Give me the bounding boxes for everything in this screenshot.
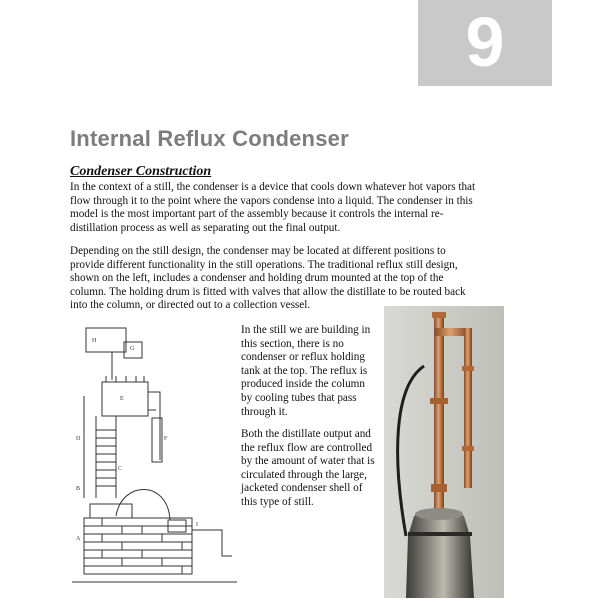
diagram-label: E	[120, 396, 124, 402]
diagram-label: H	[92, 338, 97, 344]
diagram-label: A	[76, 536, 81, 542]
side-text-no-condenser: In the still we are building in this section, there is no condenser or reflux holding tank at the top. The reflux is produced inside the column by cooling tubes that pass through it.	[241, 324, 371, 418]
still-photo	[384, 306, 504, 598]
diagram-label: B	[76, 486, 81, 492]
paragraph-condenser-definition: In the context of a still, the condenser is a device that cools down whatever hot vapors that flow through it to the point where the vapors condense into a liquid. The condenser in this model is the most important part of the assembly because it controls the internal re-distillation process as well as separating out the final output.	[70, 181, 476, 234]
diagram-label: G	[130, 346, 135, 352]
paragraph-condenser-position: Depending on the still design, the condenser may be located at different positions to provide different functionality in the still operations. The traditional reflux still design, shown on the left, includes a condenser and holding drum mounted at the top of the column. The holding drum is fitted with valves that allow the distillate to be routed back into the column, or directed out to a collection vessel.	[70, 245, 466, 312]
diagram-label: I	[196, 522, 198, 528]
chapter-number-box	[418, 0, 552, 86]
diagram-label: D	[76, 436, 81, 442]
diagram-label: C	[118, 466, 123, 472]
reflux-still-diagram	[72, 320, 237, 588]
side-text-flow-control: Both the distillate output and the reflux flow are controlled by the amount of water that is circulated through the large, jacketed condenser shell of this type of still.	[241, 428, 375, 508]
chapter-number: 9	[465, 3, 505, 81]
diagram-label: F	[164, 436, 168, 442]
section-subheading: Condenser Construction	[70, 164, 212, 179]
page-title: Internal Reflux Condenser	[70, 126, 349, 151]
